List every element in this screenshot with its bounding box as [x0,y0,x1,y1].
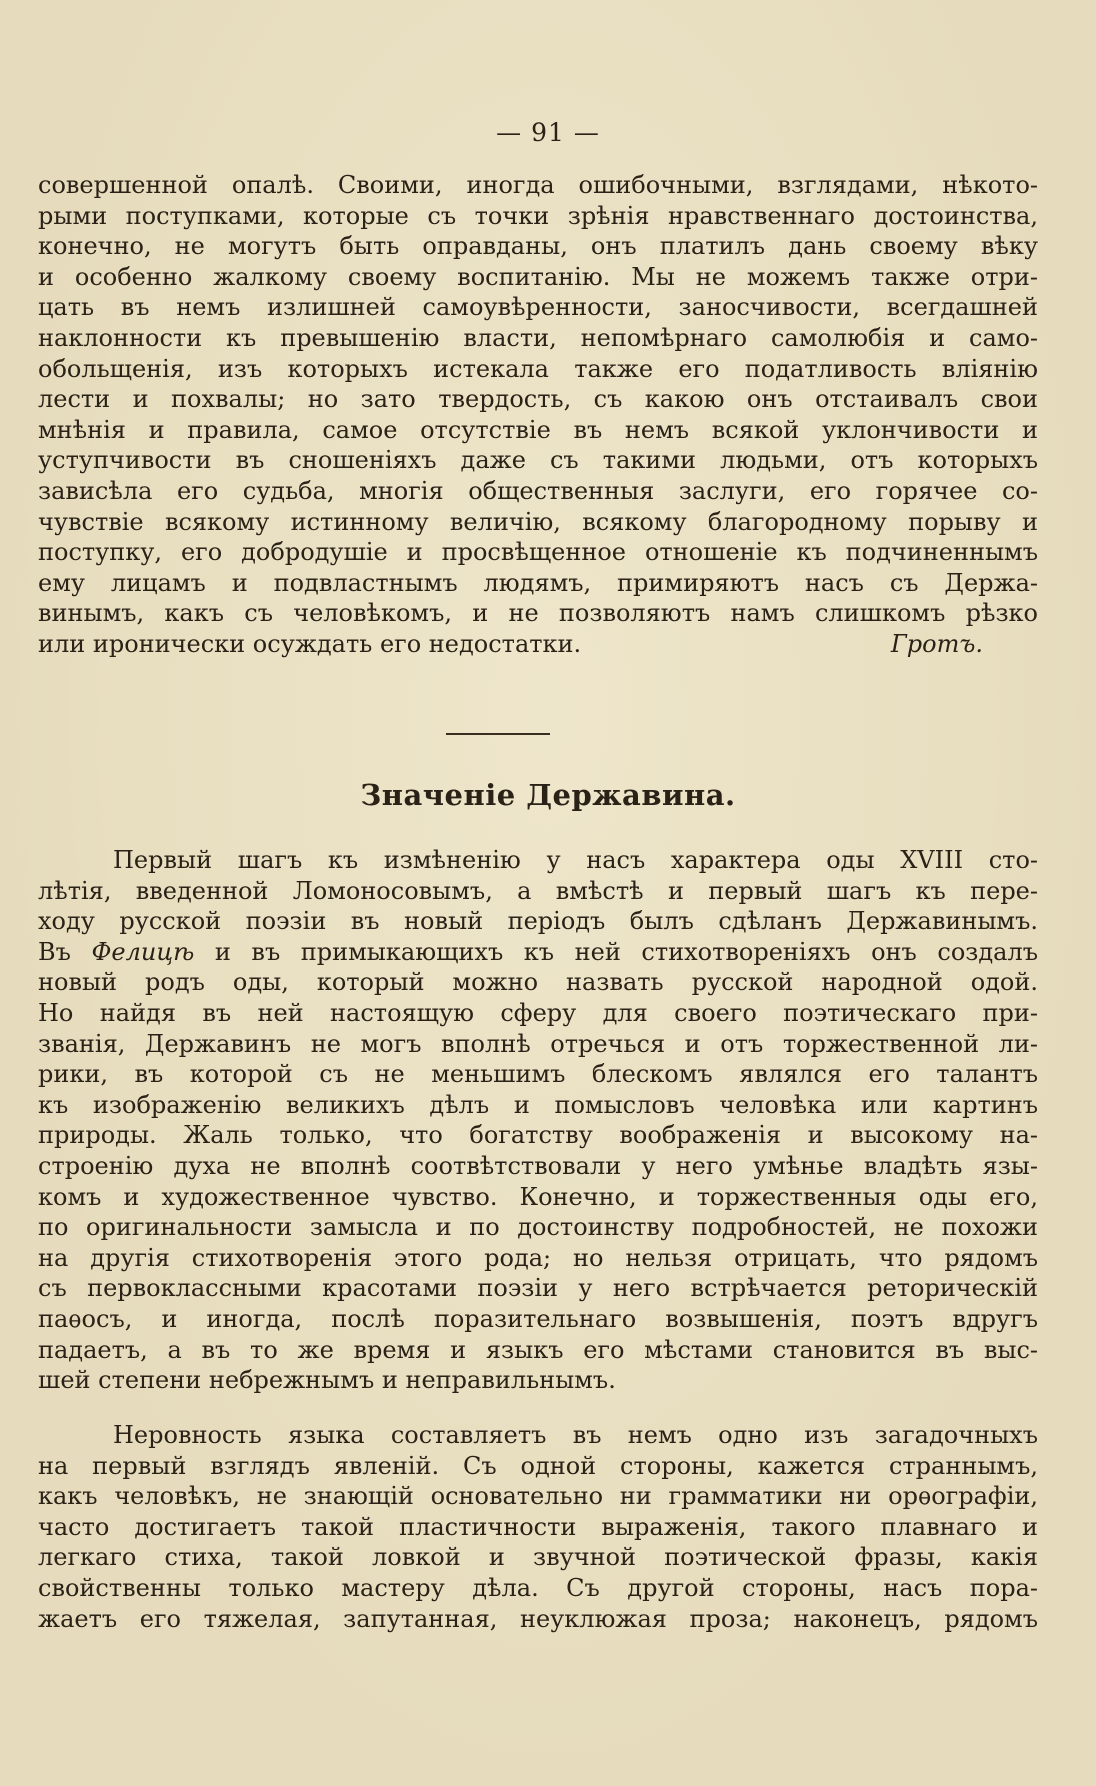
text-line-last: шей степени небрежнымъ и неправильнымъ. [38,1366,616,1395]
text-line: какъ человѣкъ, не знающій основательно ни грамматики ни орѳографіи, [38,1482,1038,1511]
paragraph-grot-quote [38,170,1038,660]
text-line: наклонности къ превышенію власти, непомѣрнаго самолюбія и само- [38,323,1038,352]
text-fragment: Въ [38,937,92,966]
text-line: по оригинальности замысла и по достоинству подробностей, не похожи [38,1213,1038,1242]
text-line: лѣтія, введенной Ломоносовымъ, а вмѣстѣ и первый шагъ къ пере- [38,876,1038,905]
text-line: Неровность языка составляетъ въ немъ одно изъ загадочныхъ [113,1421,1038,1449]
text-line: мнѣнія и правила, самое отсутствіе въ немъ всякой уклончивости и [38,415,1038,444]
text-line: поступку, его добродушіе и просвѣщенное отношеніе къ подчиненнымъ [38,538,1038,567]
text-line: уступчивости въ сношеніяхъ даже съ такими людьми, отъ которыхъ [38,446,1038,475]
paragraph-significance [38,845,1038,1396]
text-line: комъ и художественное чувство. Конечно, и торжественныя оды его, [38,1182,1038,1211]
text-line: строенію духа не вполнѣ соотвѣтствовали у него умѣнье владѣть язы- [38,1151,1038,1180]
text-line: легкаго стиха, такой ловкой и звучной поэтической фразы, какія [38,1543,1038,1572]
text-fragment: и въ примыкающихъ къ ней стихотвореніяхъ онъ создалъ [194,937,1038,966]
text-line: Первый шагъ къ измѣненію у насъ характера оды XVIII сто- [113,846,1038,874]
text-line: жаетъ его тяжелая, запутанная, неуклюжая проза; наконецъ, рядомъ [38,1604,1038,1633]
text-line: рики, въ которой съ не меньшимъ блескомъ являлся его талантъ [38,1060,1038,1089]
author-signature: Гротъ. [890,629,983,658]
text-line: ходу русской поэзіи въ новый періодъ былъ сдѣланъ Державинымъ. [38,907,1038,936]
text-line: къ изображенію великихъ дѣлъ и помысловъ человѣка или картинъ [38,1090,1038,1119]
text-line: часто достигаетъ такой пластичности выраженія, такого плавнаго и [38,1512,1038,1541]
text-line-with-italic [38,937,1038,968]
text-line: на другія стихотворенія этого рода; но нельзя отрицать, что рядомъ [38,1243,1038,1272]
text-line: паѳосъ, и иногда, послѣ поразительнаго возвышенія, поэтъ вдругъ [38,1304,1038,1333]
text-line: свойственны только мастеру дѣла. Съ другой стороны, насъ пора- [38,1573,1038,1602]
section-heading: Значеніе Державина. [360,778,736,812]
text-line: цать въ немъ излишней самоувѣренности, заносчивости, всегдашней [38,293,1038,322]
text-line: и особенно жалкому своему воспитанію. Мы не можемъ также отри- [38,262,1038,291]
text-line: новый родъ оды, который можно назвать русской народной одой. [38,968,1038,997]
text-line: Но найдя въ ней настоящую сферу для своего поэтическаго при- [38,998,1038,1027]
section-divider [446,733,550,735]
text-line: обольщенія, изъ которыхъ истекала также его податливость вліянію [38,354,1038,383]
text-line: рыми поступками, которые съ точки зрѣнія нравственнаго достоинства, [38,201,1038,230]
text-line-last [38,629,1038,660]
text-line-content: или иронически осуждать его недостатки. [38,629,582,658]
text-line: винымъ, какъ съ человѣкомъ, и не позволяютъ намъ слишкомъ рѣзко [38,599,1038,628]
poem-title-felitsa: Фелицѣ [91,937,195,966]
text-line: съ первоклассными красотами поэзіи у него встрѣчается реторическій [38,1274,1038,1303]
text-line: чувствіе всякому истинному величію, всякому благородному порыву и [38,507,1038,536]
text-line: природы. Жаль только, что богатству воображенія и высокому на- [38,1121,1038,1150]
text-line: конечно, не могутъ быть оправданы, онъ платилъ дань своему вѣку [38,232,1038,261]
paragraph-language-unevenness [38,1420,1038,1634]
text-line: совершенной опалѣ. Своими, иногда ошибочными, взглядами, нѣкото- [38,171,1038,199]
text-line: ему лицамъ и подвластнымъ людямъ, примиряютъ насъ съ Держа- [38,568,1038,597]
text-line: зависѣла его судьба, многія общественныя заслуги, его горячее со- [38,476,1038,505]
text-line: падаетъ, а въ то же время и языкъ его мѣстами становится въ выс- [38,1335,1038,1364]
text-line: званія, Державинъ не могъ вполнѣ отречься и отъ торжественной ли- [38,1029,1038,1058]
text-line: на первый взглядъ явленій. Съ одной стороны, кажется страннымъ, [38,1451,1038,1480]
text-line: лести и похвалы; но зато твердость, съ какою онъ отстаивалъ свои [38,385,1038,414]
page-number: — 91 — [496,118,600,147]
